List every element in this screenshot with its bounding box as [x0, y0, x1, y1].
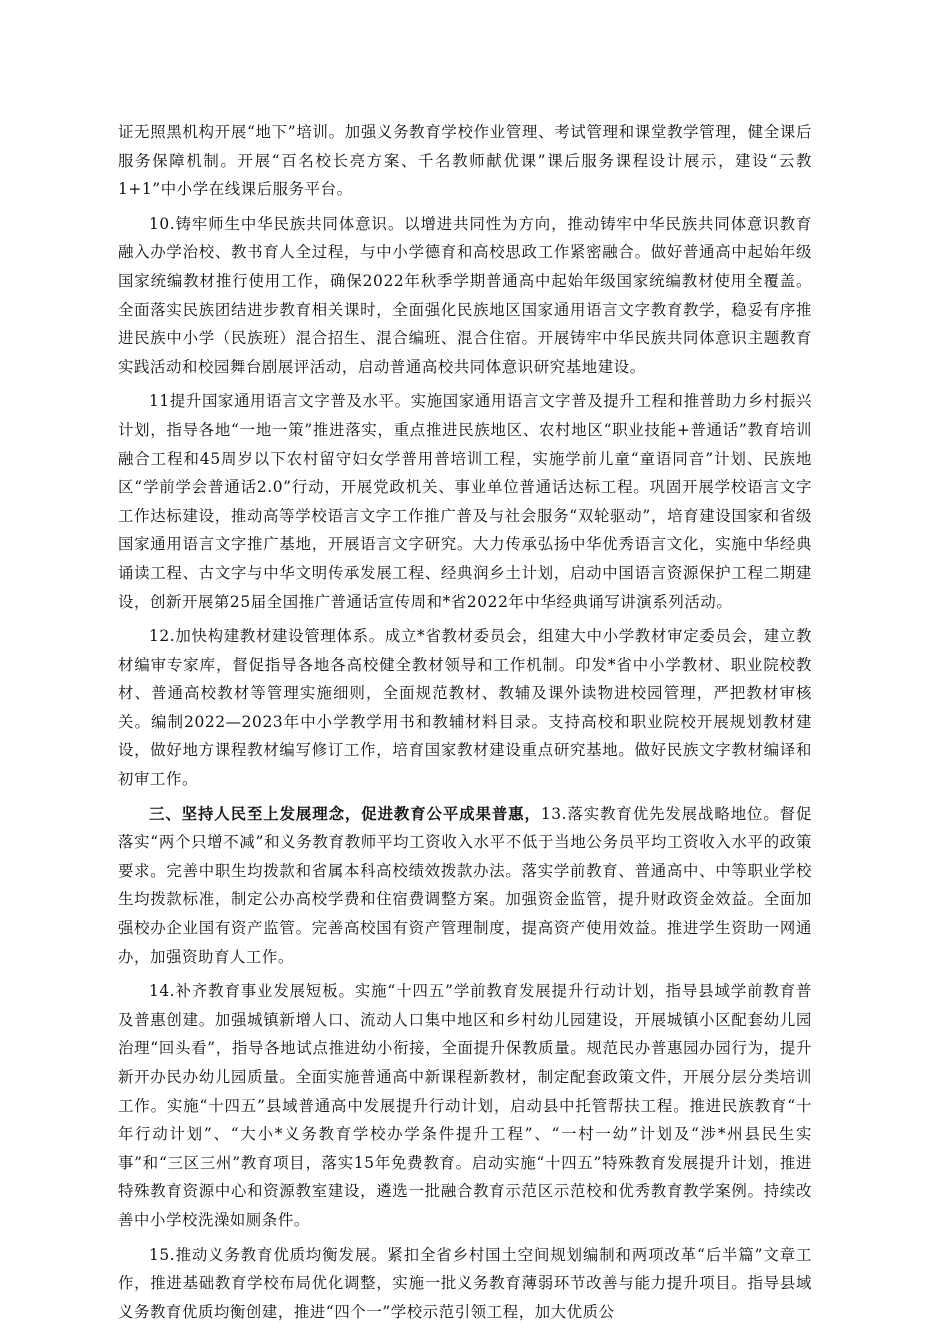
paragraph-item-13 [118, 800, 812, 972]
paragraph-text: 12.加快构建教材建设管理体系。成立*省教材委员会，组建大中小学教材审定委员会，建立教材编审专家库，督促指导各地各高校健全教材领导和工作机制。印发*省中小学教材、职业院校教材、普通高校教材等管理实施细则，全面规范教材、教辅及课外读物进校园管理，严把教材审核关。编制2022—2023年中小学教学用书和教辅材料目录。支持高校和职业院校开展规划教材建设，做好地方课程教材编写修订工作，培育国家教材建设重点研究基地。做好民族文字教材编译和初审工作。 [118, 627, 812, 789]
paragraph-text: 13.落实教育优先发展战略地位。督促落实“两个只增不减”和义务教育教师平均工资收入水平不低于当地公务员平均工资收入水平的政策要求。完善中职生均拨款和省属本科高校绩效拨款办法。落实学前教育、普通高中、中等职业学校生均拨款标准，制定公办高校学费和住宿费调整方案。加强资金监管，提升财政资金效益。全面加强校办企业国有资产监管。完善高校国有资产管理制度，提高资产使用效益。推进学生资助一网通办，加强资助育人工作。 [118, 804, 812, 966]
paragraph-item-12 [118, 622, 812, 794]
section-heading: 三、坚持人民至上发展理念，促进教育公平成果普惠， [149, 804, 541, 823]
paragraph-continuation [118, 118, 812, 204]
paragraph-item-14 [118, 977, 812, 1234]
paragraph-text: 14.补齐教育事业发展短板。实施“十四五”学前教育发展提升行动计划，指导县域学前教育普及普惠创建。加强城镇新增人口、流动人口集中地区和乡村幼儿园建设，开展城镇小区配套幼儿园治理“回头看”，指导各地试点推进幼小衔接，全面提升保教质量。规范民办普惠园办园行为，提升新开办民办幼儿园质量。全面实施普通高中新课程新教材，制定配套政策文件，开展分层分类培训工作。实施“十四五”县域普通高中发展提升行动计划，启动县中托管帮扶工程。推进民族教育“十年行动计划”、“大小*义务教育学校办学条件提升工程”、“一村一幼”计划及“涉*州县民生实事”和“三区三州”教育项目，落实15年免费教育。启动实施“十四五”特殊教育发展提升计划，推进特殊教育资源中心和资源教室建设，遴选一批融合教育示范区示范校和优秀教育教学案例。持续改善中小学校洗澡如厕条件。 [118, 982, 812, 1229]
paragraph-item-15 [118, 1241, 812, 1327]
paragraph-item-10 [118, 210, 812, 382]
paragraph-item-11 [118, 387, 812, 616]
paragraph-text: 15.推动义务教育优质均衡发展。紧扣全省乡村国土空间规划编制和两项改革“后半篇”文章工作，推进基础教育学校布局优化调整，实施一批义务教育薄弱环节改善与能力提升项目。指导县域义务教育优质均衡创建，推进“四个一”学校示范引领工程，加大优质公 [118, 1245, 812, 1321]
paragraph-text: 10.铸牢师生中华民族共同体意识。以增进共同性为方向，推动铸牢中华民族共同体意识教育融入办学治校、教书育人全过程，与中小学德育和高校思政工作紧密融合。做好普通高中起始年级国家统编教材推行使用工作，确保2022年秋季学期普通高中起始年级国家统编教材使用全覆盖。全面落实民族团结进步教育相关课时，全面强化民族地区国家通用语言文字教育教学，稳妥有序推进民族中小学（民族班）混合招生、混合编班、混合住宿。开展铸牢中华民族共同体意识主题教育实践活动和校园舞台剧展评活动，启动普通高校共同体意识研究基地建设。 [118, 214, 812, 376]
paragraph-text: 11提升国家通用语言文字普及水平。实施国家通用语言文字普及提升工程和推普助力乡村振兴计划，指导各地“一地一策”推进落实，重点推进民族地区、农村地区“职业技能+普通话”教育培训融合工程和45周岁以下农村留守妇女学普用普培训工程，实施学前儿童“童语同音”计划、民族地区“学前学会普通话2.0”行动，开展党政机关、事业单位普通话达标工程。巩固开展学校语言文字工作达标建设，推动高等学校语言文字工作推广普及与社会服务“双轮驱动”，培育建设国家和省级国家通用语言文字推广基地，开展语言文字研究。大力传承弘扬中华优秀语言文化，实施中华经典诵读工程、古文字与中华文明传承发展工程、经典润乡土计划，启动中国语言资源保护工程二期建设，创新开展第25届全国推广普通话宣传周和*省2022年中华经典诵写讲演系列活动。 [118, 392, 812, 611]
paragraph-text: 证无照黑机构开展“地下”培训。加强义务教育学校作业管理、考试管理和课堂教学管理，健全课后服务保障机制。开展“百名校长亮方案、千名教师献优课”课后服务课程设计展示，建设“云教1+1”中小学在线课后服务平台。 [118, 123, 812, 199]
